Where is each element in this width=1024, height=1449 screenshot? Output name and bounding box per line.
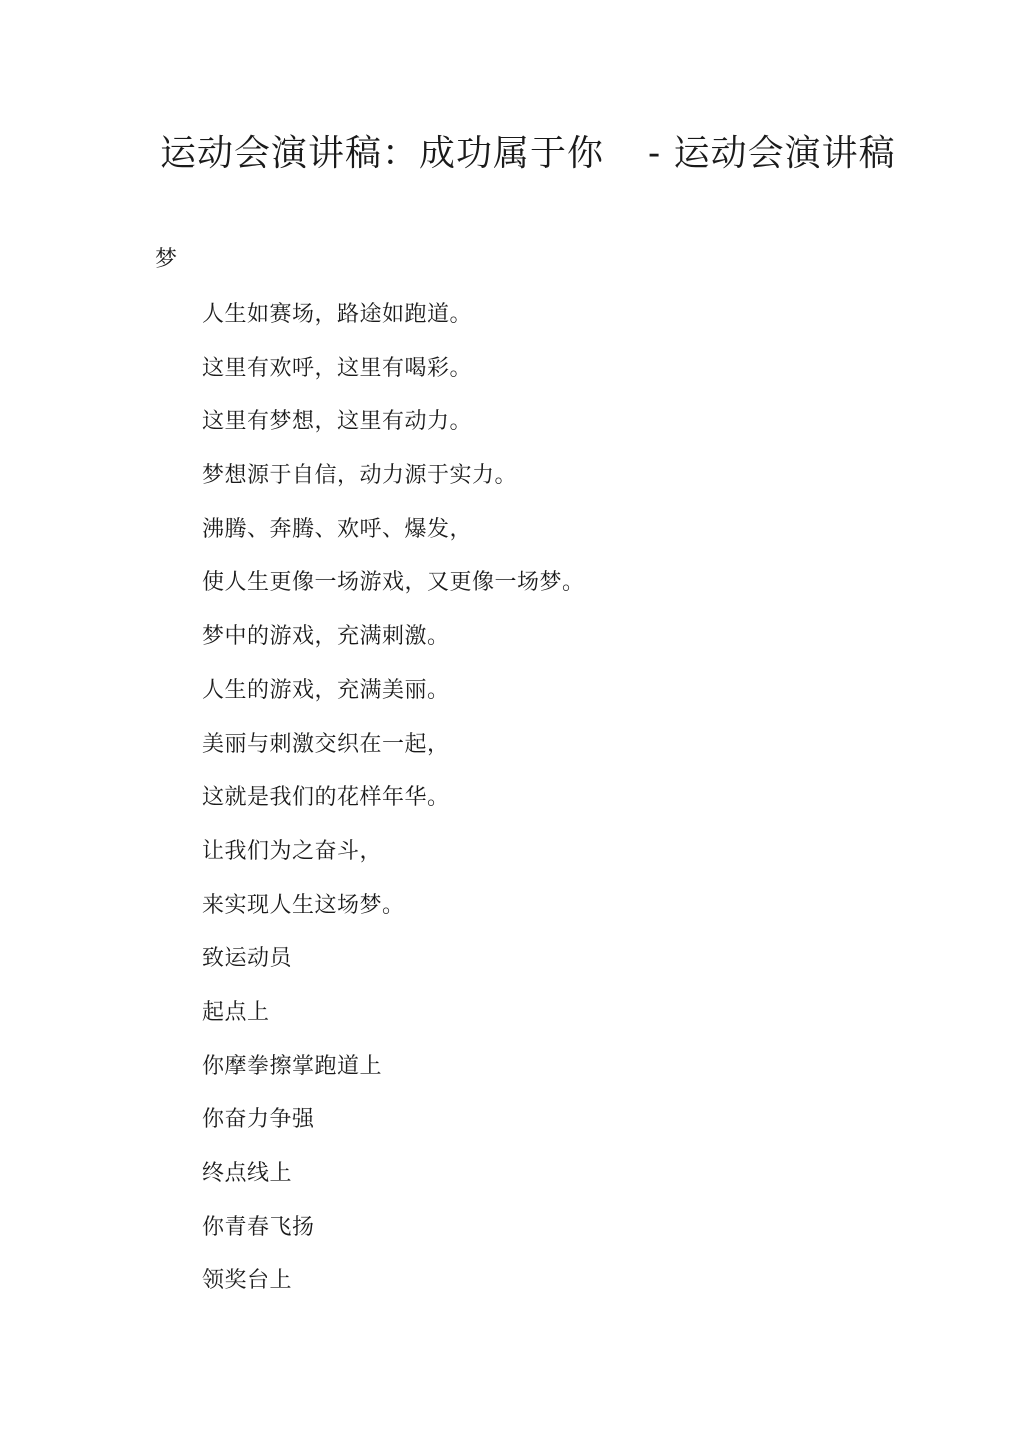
poem-line: 领奖台上 — [202, 1268, 293, 1294]
poem-line: 你青春飞扬 — [202, 1214, 315, 1240]
poem-line: 梦中的游戏，充满刺激。 — [202, 624, 450, 650]
poem-line: 致运动员 — [202, 946, 293, 972]
title-suffix: - 运动会演讲稿 — [648, 133, 896, 174]
document-title — [160, 128, 896, 180]
poem-line: 让我们为之奋斗， — [202, 838, 383, 864]
title-main: 运动会演讲稿：成功属于你 — [160, 133, 605, 174]
poem-line: 终点线上 — [202, 1161, 293, 1186]
poem-body — [202, 298, 585, 1318]
poem-line: 梦想源于自信，动力源于实力。 — [202, 463, 518, 489]
poem-line: 起点上 — [202, 999, 270, 1025]
poem-line: 使人生更像一场游戏，又更像一场梦。 — [202, 570, 585, 596]
section-heading: 梦 — [155, 247, 178, 272]
poem-line: 这里有梦想，这里有动力。 — [202, 409, 473, 435]
poem-line: 沸腾、奔腾、欢呼、爆发， — [202, 516, 473, 542]
poem-line: 这里有欢呼，这里有喝彩。 — [202, 355, 473, 381]
poem-line: 美丽与刺激交织在一起， — [202, 731, 450, 757]
poem-line: 你奋力争强 — [202, 1107, 315, 1133]
poem-line: 来实现人生这场梦。 — [202, 892, 405, 918]
poem-line: 人生的游戏，充满美丽。 — [202, 677, 450, 703]
poem-line: 你摩拳擦掌跑道上 — [202, 1053, 383, 1079]
poem-line: 这就是我们的花样年华。 — [202, 785, 450, 811]
poem-line: 人生如赛场，路途如跑道。 — [202, 302, 473, 327]
